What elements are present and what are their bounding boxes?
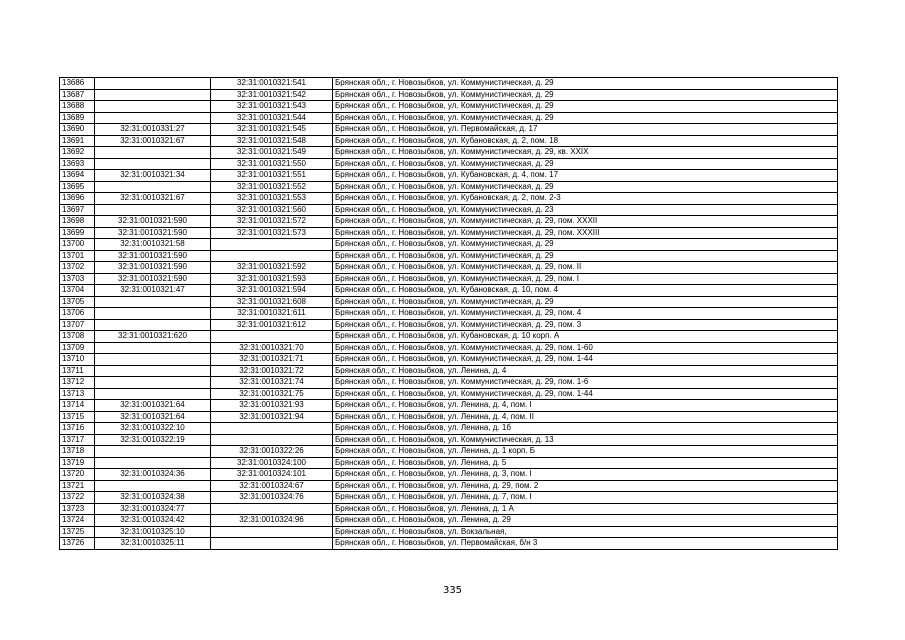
address-cell: Брянская обл., г. Новозыбков, ул. Коммунистическая, д. 29 xyxy=(333,101,838,113)
address-cell: Брянская обл., г. Новозыбков, ул. Коммунистическая, д. 29 xyxy=(333,89,838,101)
object-cadastral-number-cell: 32:31:0010321:544 xyxy=(211,112,333,124)
land-cadastral-number-cell xyxy=(95,158,211,170)
record-number-cell: 13722 xyxy=(60,492,95,504)
address-cell: Брянская обл., г. Новозыбков, ул. Первомайская, б/н 3 xyxy=(333,538,838,550)
object-cadastral-number-cell: 32:31:0010321:72 xyxy=(211,365,333,377)
object-cadastral-number-cell: 32:31:0010324:67 xyxy=(211,480,333,492)
record-number-cell: 13694 xyxy=(60,170,95,182)
table-row xyxy=(60,273,838,285)
table-row xyxy=(60,354,838,366)
land-cadastral-number-cell xyxy=(95,204,211,216)
address-cell: Брянская обл., г. Новозыбков, ул. Коммунистическая, д. 29, пом. XXXIII xyxy=(333,227,838,239)
table-row xyxy=(60,216,838,228)
object-cadastral-number-cell: 32:31:0010321:552 xyxy=(211,181,333,193)
table-row xyxy=(60,308,838,320)
record-number-cell: 13707 xyxy=(60,319,95,331)
record-number-cell: 13700 xyxy=(60,239,95,251)
address-cell: Брянская обл., г. Новозыбков, ул. Коммунистическая, д. 23 xyxy=(333,204,838,216)
land-cadastral-number-cell: 32:31:0010322:10 xyxy=(95,423,211,435)
record-number-cell: 13706 xyxy=(60,308,95,320)
object-cadastral-number-cell: 32:31:0010321:548 xyxy=(211,135,333,147)
address-cell: Брянская обл., г. Новозыбков, ул. Ленина, д. 1б xyxy=(333,423,838,435)
table-row xyxy=(60,480,838,492)
record-number-cell: 13686 xyxy=(60,78,95,90)
record-number-cell: 13702 xyxy=(60,262,95,274)
object-cadastral-number-cell: 32:31:0010324:96 xyxy=(211,515,333,527)
object-cadastral-number-cell: 32:31:0010321:549 xyxy=(211,147,333,159)
table-row xyxy=(60,158,838,170)
table-row xyxy=(60,446,838,458)
address-cell: Брянская обл., г. Новозыбков, ул. Коммунистическая, д. 29, пом. XXXII xyxy=(333,216,838,228)
object-cadastral-number-cell: 32:31:0010321:70 xyxy=(211,342,333,354)
land-cadastral-number-cell: 32:31:0010321:34 xyxy=(95,170,211,182)
record-number-cell: 13714 xyxy=(60,400,95,412)
record-number-cell: 13693 xyxy=(60,158,95,170)
address-cell: Брянская обл., г. Новозыбков, ул. Ленина, д. 5 xyxy=(333,457,838,469)
address-cell: Брянская обл., г. Новозыбков, ул. Коммунистическая, д. 29, пом. 1-44 xyxy=(333,388,838,400)
address-cell: Брянская обл., г. Новозыбков, ул. Ленина, д. 3, пом. I xyxy=(333,469,838,481)
record-number-cell: 13692 xyxy=(60,147,95,159)
table-row xyxy=(60,250,838,262)
land-cadastral-number-cell: 32:31:0010324:38 xyxy=(95,492,211,504)
table-row xyxy=(60,135,838,147)
object-cadastral-number-cell: 32:31:0010324:76 xyxy=(211,492,333,504)
address-cell: Брянская обл., г. Новозыбков, ул. Коммунистическая, д. 29, пом. I xyxy=(333,273,838,285)
record-number-cell: 13713 xyxy=(60,388,95,400)
record-number-cell: 13715 xyxy=(60,411,95,423)
object-cadastral-number-cell: 32:31:0010321:543 xyxy=(211,101,333,113)
record-number-cell: 13724 xyxy=(60,515,95,527)
table-row xyxy=(60,147,838,159)
land-cadastral-number-cell: 32:31:0010324:77 xyxy=(95,503,211,515)
land-cadastral-number-cell: 32:31:0010321:590 xyxy=(95,262,211,274)
address-cell: Брянская обл., г. Новозыбков, ул. Ленина, д. 29, пом. 2 xyxy=(333,480,838,492)
object-cadastral-number-cell: 32:31:0010321:573 xyxy=(211,227,333,239)
land-cadastral-number-cell: 32:31:0010321:590 xyxy=(95,227,211,239)
land-cadastral-number-cell: 32:31:0010321:64 xyxy=(95,411,211,423)
object-cadastral-number-cell xyxy=(211,526,333,538)
object-cadastral-number-cell: 32:31:0010321:542 xyxy=(211,89,333,101)
address-cell: Брянская обл., г. Новозыбков, ул. Коммунистическая, д. 29 xyxy=(333,181,838,193)
object-cadastral-number-cell: 32:31:0010324:100 xyxy=(211,457,333,469)
page-number: 335 xyxy=(442,585,463,596)
record-number-cell: 13704 xyxy=(60,285,95,297)
land-cadastral-number-cell: 32:31:0010325:10 xyxy=(95,526,211,538)
table-row xyxy=(60,101,838,113)
registry-table xyxy=(59,77,838,550)
address-cell: Брянская обл., г. Новозыбков, ул. Коммунистическая, д. 29, кв. XXIX xyxy=(333,147,838,159)
record-number-cell: 13726 xyxy=(60,538,95,550)
address-cell: Брянская обл., г. Новозыбков, ул. Ленина, д. 1 корп. Б xyxy=(333,446,838,458)
object-cadastral-number-cell: 32:31:0010321:71 xyxy=(211,354,333,366)
table-row xyxy=(60,181,838,193)
address-cell: Брянская обл., г. Новозыбков, ул. Коммунистическая, д. 29, пом. 1-6 xyxy=(333,377,838,389)
land-cadastral-number-cell: 32:31:0010322:19 xyxy=(95,434,211,446)
record-number-cell: 13719 xyxy=(60,457,95,469)
record-number-cell: 13710 xyxy=(60,354,95,366)
land-cadastral-number-cell xyxy=(95,365,211,377)
table-row xyxy=(60,457,838,469)
land-cadastral-number-cell: 32:31:0010321:58 xyxy=(95,239,211,251)
land-cadastral-number-cell: 32:31:0010321:47 xyxy=(95,285,211,297)
table-row xyxy=(60,342,838,354)
land-cadastral-number-cell xyxy=(95,354,211,366)
object-cadastral-number-cell: 32:31:0010321:608 xyxy=(211,296,333,308)
address-cell: Брянская обл., г. Новозыбков, ул. Ленина, д. 4 xyxy=(333,365,838,377)
address-cell: Брянская обл., г. Новозыбков, ул. Ленина, д. 4, пом. I xyxy=(333,400,838,412)
table-row xyxy=(60,423,838,435)
object-cadastral-number-cell: 32:31:0010322:26 xyxy=(211,446,333,458)
record-number-cell: 13712 xyxy=(60,377,95,389)
land-cadastral-number-cell xyxy=(95,480,211,492)
record-number-cell: 13716 xyxy=(60,423,95,435)
table-row xyxy=(60,78,838,90)
record-number-cell: 13705 xyxy=(60,296,95,308)
address-cell: Брянская обл., г. Новозыбков, ул. Кубановская, д. 2, пом. 18 xyxy=(333,135,838,147)
land-cadastral-number-cell: 32:31:0010321:620 xyxy=(95,331,211,343)
object-cadastral-number-cell: 32:31:0010321:545 xyxy=(211,124,333,136)
record-number-cell: 13687 xyxy=(60,89,95,101)
address-cell: Брянская обл., г. Новозыбков, ул. Коммунистическая, д. 29 xyxy=(333,250,838,262)
record-number-cell: 13720 xyxy=(60,469,95,481)
table-row xyxy=(60,411,838,423)
address-cell: Брянская обл., г. Новозыбков, ул. Ленина, д. 29 xyxy=(333,515,838,527)
table-row xyxy=(60,434,838,446)
land-cadastral-number-cell: 32:31:0010321:590 xyxy=(95,216,211,228)
land-cadastral-number-cell xyxy=(95,296,211,308)
table-row xyxy=(60,204,838,216)
record-number-cell: 13690 xyxy=(60,124,95,136)
record-number-cell: 13717 xyxy=(60,434,95,446)
table-row xyxy=(60,89,838,101)
object-cadastral-number-cell: 32:31:0010321:592 xyxy=(211,262,333,274)
land-cadastral-number-cell: 32:31:0010321:64 xyxy=(95,400,211,412)
address-cell: Брянская обл., г. Новозыбков, ул. Кубановская, д. 10, пом. 4 xyxy=(333,285,838,297)
record-number-cell: 13689 xyxy=(60,112,95,124)
table-row xyxy=(60,526,838,538)
address-cell: Брянская обл., г. Новозыбков, ул. Кубановская, д. 4, пом. 17 xyxy=(333,170,838,182)
object-cadastral-number-cell: 32:31:0010321:541 xyxy=(211,78,333,90)
table-row xyxy=(60,170,838,182)
address-cell: Брянская обл., г. Новозыбков, ул. Коммунистическая, д. 29, пом. 4 xyxy=(333,308,838,320)
address-cell: Брянская обл., г. Новозыбков, ул. Ленина, д. 4, пом. II xyxy=(333,411,838,423)
table-row xyxy=(60,193,838,205)
table-row xyxy=(60,515,838,527)
land-cadastral-number-cell xyxy=(95,342,211,354)
address-cell: Брянская обл., г. Новозыбков, ул. Коммунистическая, д. 29, пом. II xyxy=(333,262,838,274)
object-cadastral-number-cell: 32:31:0010321:560 xyxy=(211,204,333,216)
table-row xyxy=(60,365,838,377)
address-cell: Брянская обл., г. Новозыбков, ул. Коммунистическая, д. 29 xyxy=(333,112,838,124)
land-cadastral-number-cell xyxy=(95,112,211,124)
address-cell: Брянская обл., г. Новозыбков, ул. Ленина, д. 7, пом. I xyxy=(333,492,838,504)
address-cell: Брянская обл., г. Новозыбков, ул. Первомайская, д. 17 xyxy=(333,124,838,136)
table-row xyxy=(60,492,838,504)
address-cell: Брянская обл., г. Новозыбков, ул. Вокзальная, xyxy=(333,526,838,538)
land-cadastral-number-cell: 32:31:0010321:67 xyxy=(95,193,211,205)
record-number-cell: 13696 xyxy=(60,193,95,205)
record-number-cell: 13721 xyxy=(60,480,95,492)
object-cadastral-number-cell: 32:31:0010321:612 xyxy=(211,319,333,331)
land-cadastral-number-cell xyxy=(95,78,211,90)
object-cadastral-number-cell: 32:31:0010321:572 xyxy=(211,216,333,228)
table-row xyxy=(60,331,838,343)
record-number-cell: 13699 xyxy=(60,227,95,239)
record-number-cell: 13698 xyxy=(60,216,95,228)
address-cell: Брянская обл., г. Новозыбков, ул. Коммунистическая, д. 29, пом. 1-60 xyxy=(333,342,838,354)
address-cell: Брянская обл., г. Новозыбков, ул. Кубановская, д. 10 корп. А xyxy=(333,331,838,343)
record-number-cell: 13701 xyxy=(60,250,95,262)
record-number-cell: 13725 xyxy=(60,526,95,538)
record-number-cell: 13703 xyxy=(60,273,95,285)
address-cell: Брянская обл., г. Новозыбков, ул. Кубановская, д. 2, пом. 2-3 xyxy=(333,193,838,205)
address-cell: Брянская обл., г. Новозыбков, ул. Коммунистическая, д. 29, пом. 3 xyxy=(333,319,838,331)
table-row xyxy=(60,503,838,515)
address-cell: Брянская обл., г. Новозыбков, ул. Коммунистическая, д. 13 xyxy=(333,434,838,446)
land-cadastral-number-cell: 32:31:0010321:590 xyxy=(95,273,211,285)
object-cadastral-number-cell xyxy=(211,503,333,515)
record-number-cell: 13711 xyxy=(60,365,95,377)
land-cadastral-number-cell: 32:31:0010321:590 xyxy=(95,250,211,262)
table-row xyxy=(60,377,838,389)
address-cell: Брянская обл., г. Новозыбков, ул. Коммунистическая, д. 29 xyxy=(333,158,838,170)
object-cadastral-number-cell: 32:31:0010324:101 xyxy=(211,469,333,481)
record-number-cell: 13708 xyxy=(60,331,95,343)
address-cell: Брянская обл., г. Новозыбков, ул. Ленина, д. 1 А xyxy=(333,503,838,515)
table-row xyxy=(60,124,838,136)
land-cadastral-number-cell: 32:31:0010321:67 xyxy=(95,135,211,147)
record-number-cell: 13718 xyxy=(60,446,95,458)
land-cadastral-number-cell xyxy=(95,319,211,331)
land-cadastral-number-cell xyxy=(95,308,211,320)
record-number-cell: 13709 xyxy=(60,342,95,354)
table-row xyxy=(60,469,838,481)
land-cadastral-number-cell: 32:31:0010331:27 xyxy=(95,124,211,136)
table-row xyxy=(60,262,838,274)
table-row xyxy=(60,285,838,297)
object-cadastral-number-cell: 32:31:0010321:74 xyxy=(211,377,333,389)
address-cell: Брянская обл., г. Новозыбков, ул. Коммунистическая, д. 29 xyxy=(333,239,838,251)
land-cadastral-number-cell xyxy=(95,89,211,101)
table-row xyxy=(60,112,838,124)
object-cadastral-number-cell xyxy=(211,239,333,251)
land-cadastral-number-cell xyxy=(95,377,211,389)
record-number-cell: 13688 xyxy=(60,101,95,113)
land-cadastral-number-cell xyxy=(95,457,211,469)
address-cell: Брянская обл., г. Новозыбков, ул. Коммунистическая, д. 29, пом. 1-44 xyxy=(333,354,838,366)
address-cell: Брянская обл., г. Новозыбков, ул. Коммунистическая, д. 29 xyxy=(333,78,838,90)
object-cadastral-number-cell: 32:31:0010321:94 xyxy=(211,411,333,423)
table-row xyxy=(60,538,838,550)
object-cadastral-number-cell: 32:31:0010321:551 xyxy=(211,170,333,182)
land-cadastral-number-cell xyxy=(95,181,211,193)
table-row xyxy=(60,296,838,308)
record-number-cell: 13691 xyxy=(60,135,95,147)
table-row xyxy=(60,227,838,239)
object-cadastral-number-cell: 32:31:0010321:593 xyxy=(211,273,333,285)
object-cadastral-number-cell xyxy=(211,250,333,262)
object-cadastral-number-cell: 32:31:0010321:93 xyxy=(211,400,333,412)
land-cadastral-number-cell: 32:31:0010325:11 xyxy=(95,538,211,550)
land-cadastral-number-cell xyxy=(95,101,211,113)
land-cadastral-number-cell: 32:31:0010324:36 xyxy=(95,469,211,481)
land-cadastral-number-cell: 32:31:0010324:42 xyxy=(95,515,211,527)
object-cadastral-number-cell xyxy=(211,434,333,446)
object-cadastral-number-cell: 32:31:0010321:594 xyxy=(211,285,333,297)
table-row xyxy=(60,319,838,331)
registry-table-body xyxy=(60,78,838,550)
address-cell: Брянская обл., г. Новозыбков, ул. Коммунистическая, д. 29 xyxy=(333,296,838,308)
object-cadastral-number-cell xyxy=(211,538,333,550)
table-row xyxy=(60,388,838,400)
land-cadastral-number-cell xyxy=(95,446,211,458)
object-cadastral-number-cell xyxy=(211,331,333,343)
land-cadastral-number-cell xyxy=(95,147,211,159)
table-row xyxy=(60,400,838,412)
record-number-cell: 13723 xyxy=(60,503,95,515)
record-number-cell: 13695 xyxy=(60,181,95,193)
land-cadastral-number-cell xyxy=(95,388,211,400)
object-cadastral-number-cell: 32:31:0010321:550 xyxy=(211,158,333,170)
table-row xyxy=(60,239,838,251)
object-cadastral-number-cell: 32:31:0010321:75 xyxy=(211,388,333,400)
object-cadastral-number-cell: 32:31:0010321:611 xyxy=(211,308,333,320)
object-cadastral-number-cell: 32:31:0010321:553 xyxy=(211,193,333,205)
record-number-cell: 13697 xyxy=(60,204,95,216)
object-cadastral-number-cell xyxy=(211,423,333,435)
